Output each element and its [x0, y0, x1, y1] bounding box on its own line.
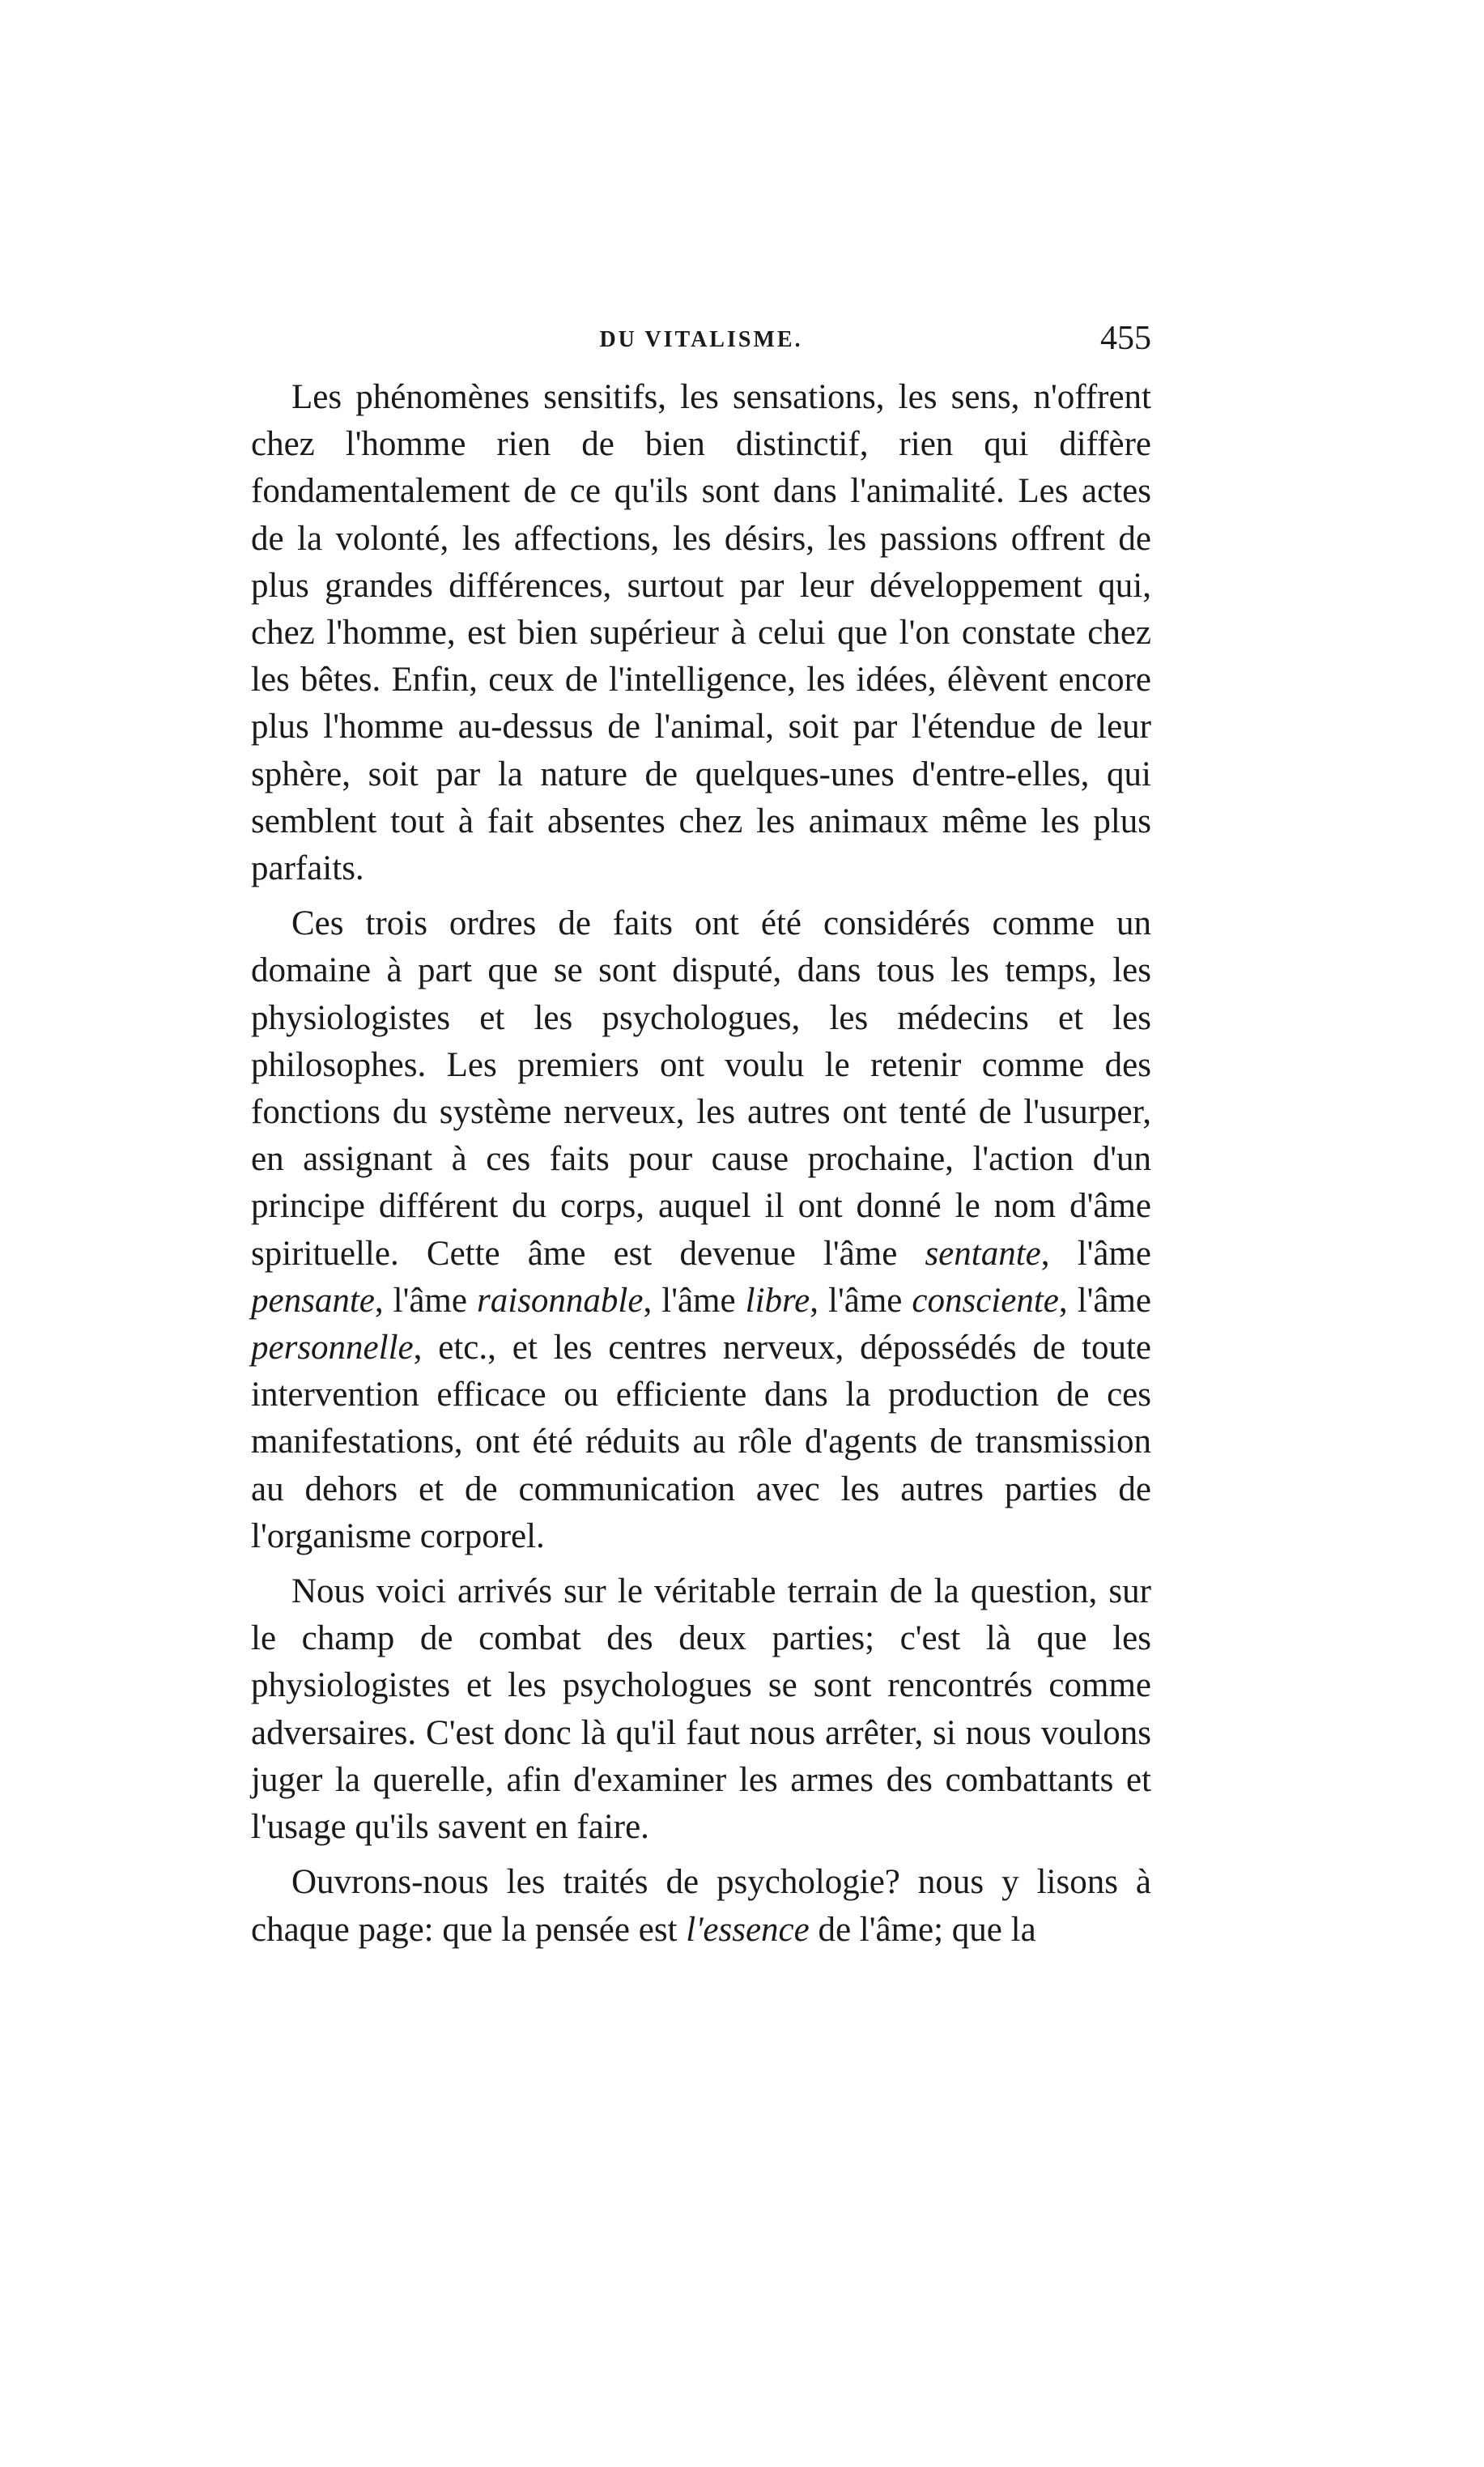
- running-title: DU VITALISME.: [599, 327, 803, 352]
- italic-term: pensante: [251, 1281, 375, 1320]
- italic-term: l'essence: [686, 1910, 810, 1949]
- italic-term: personnelle: [251, 1329, 414, 1367]
- paragraph-1: [251, 374, 1151, 892]
- text-segment: , l'âme: [374, 1281, 478, 1320]
- italic-term: consciente: [912, 1281, 1059, 1320]
- text-segment: , l'âme: [810, 1281, 912, 1320]
- italic-term: libre: [745, 1281, 810, 1320]
- paragraph-4: [251, 1859, 1151, 1953]
- page-header: [251, 322, 1151, 371]
- paragraph-2: [251, 900, 1151, 1560]
- text-segment: de l'âme; que la: [809, 1910, 1036, 1949]
- italic-term: sentante: [925, 1234, 1041, 1273]
- text-segment: , l'âme: [1040, 1234, 1152, 1273]
- body-text: [251, 374, 1151, 1962]
- paragraph-3: [251, 1568, 1151, 1851]
- text-segment: Ouvrons-nous les traités de psychologie? nous y lisons à chaque page: que la pensée est: [251, 1863, 1151, 1949]
- text-segment: , l'âme: [643, 1281, 746, 1320]
- text-segment: Ces trois ordres de faits ont été considérés comme un domaine à part que se sont disputé, dans tous les temps, les physiologistes et les psychologues, les médecins et les philosophes. Les premiers ont voulu le retenir comme des fonctions du système nerveux, les autres ont tenté de l'usurper, en assignant à ces faits pour cause prochaine, l'action d'un principe différent du corps, auquel il ont donné le nom d'âme spirituelle. Cette âme est devenue l'âme: [251, 904, 1151, 1273]
- text-segment: , l'âme: [1058, 1281, 1151, 1320]
- text-segment: Nous voici arrivés sur le véritable terrain de la question, sur le champ de combat des deux parties; c'est là que les physiologistes et les psychologues se sont rencontrés comme adversaires. C'est donc là qu'il faut nous arrêter, si nous voulons juger la querelle, afin d'examiner les armes des combattants et l'usage qu'ils savent en faire.: [251, 1572, 1151, 1847]
- page-number: 455: [1100, 320, 1151, 357]
- italic-term: raisonnable: [477, 1281, 644, 1320]
- text-segment: Les phénomènes sensitifs, les sensations, les sens, n'offrent chez l'homme rien de bien distinctif, rien qui diffère fondamentalement de ce qu'ils sont dans l'animalité. Les actes de la volonté, les affections, les désirs, les passions offrent de plus grandes différences, surtout par leur développement qui, chez l'homme, est bien supérieur à celui que l'on constate chez les bêtes. Enfin, ceux de l'intelligence, les idées, élèvent encore plus l'homme au-dessus de l'animal, soit par l'étendue de leur sphère, soit par la nature de quelques-unes d'entre-elles, qui semblent tout à fait absentes chez les animaux même les plus parfaits.: [251, 378, 1151, 888]
- text-segment: , etc., et les centres nerveux, dépossédés de toute intervention efficace ou efficiente dans la production de ces manifestations, ont été réduits au rôle d'agents de transmission au dehors et de communication avec les autres parties de l'organisme corporel.: [251, 1329, 1151, 1555]
